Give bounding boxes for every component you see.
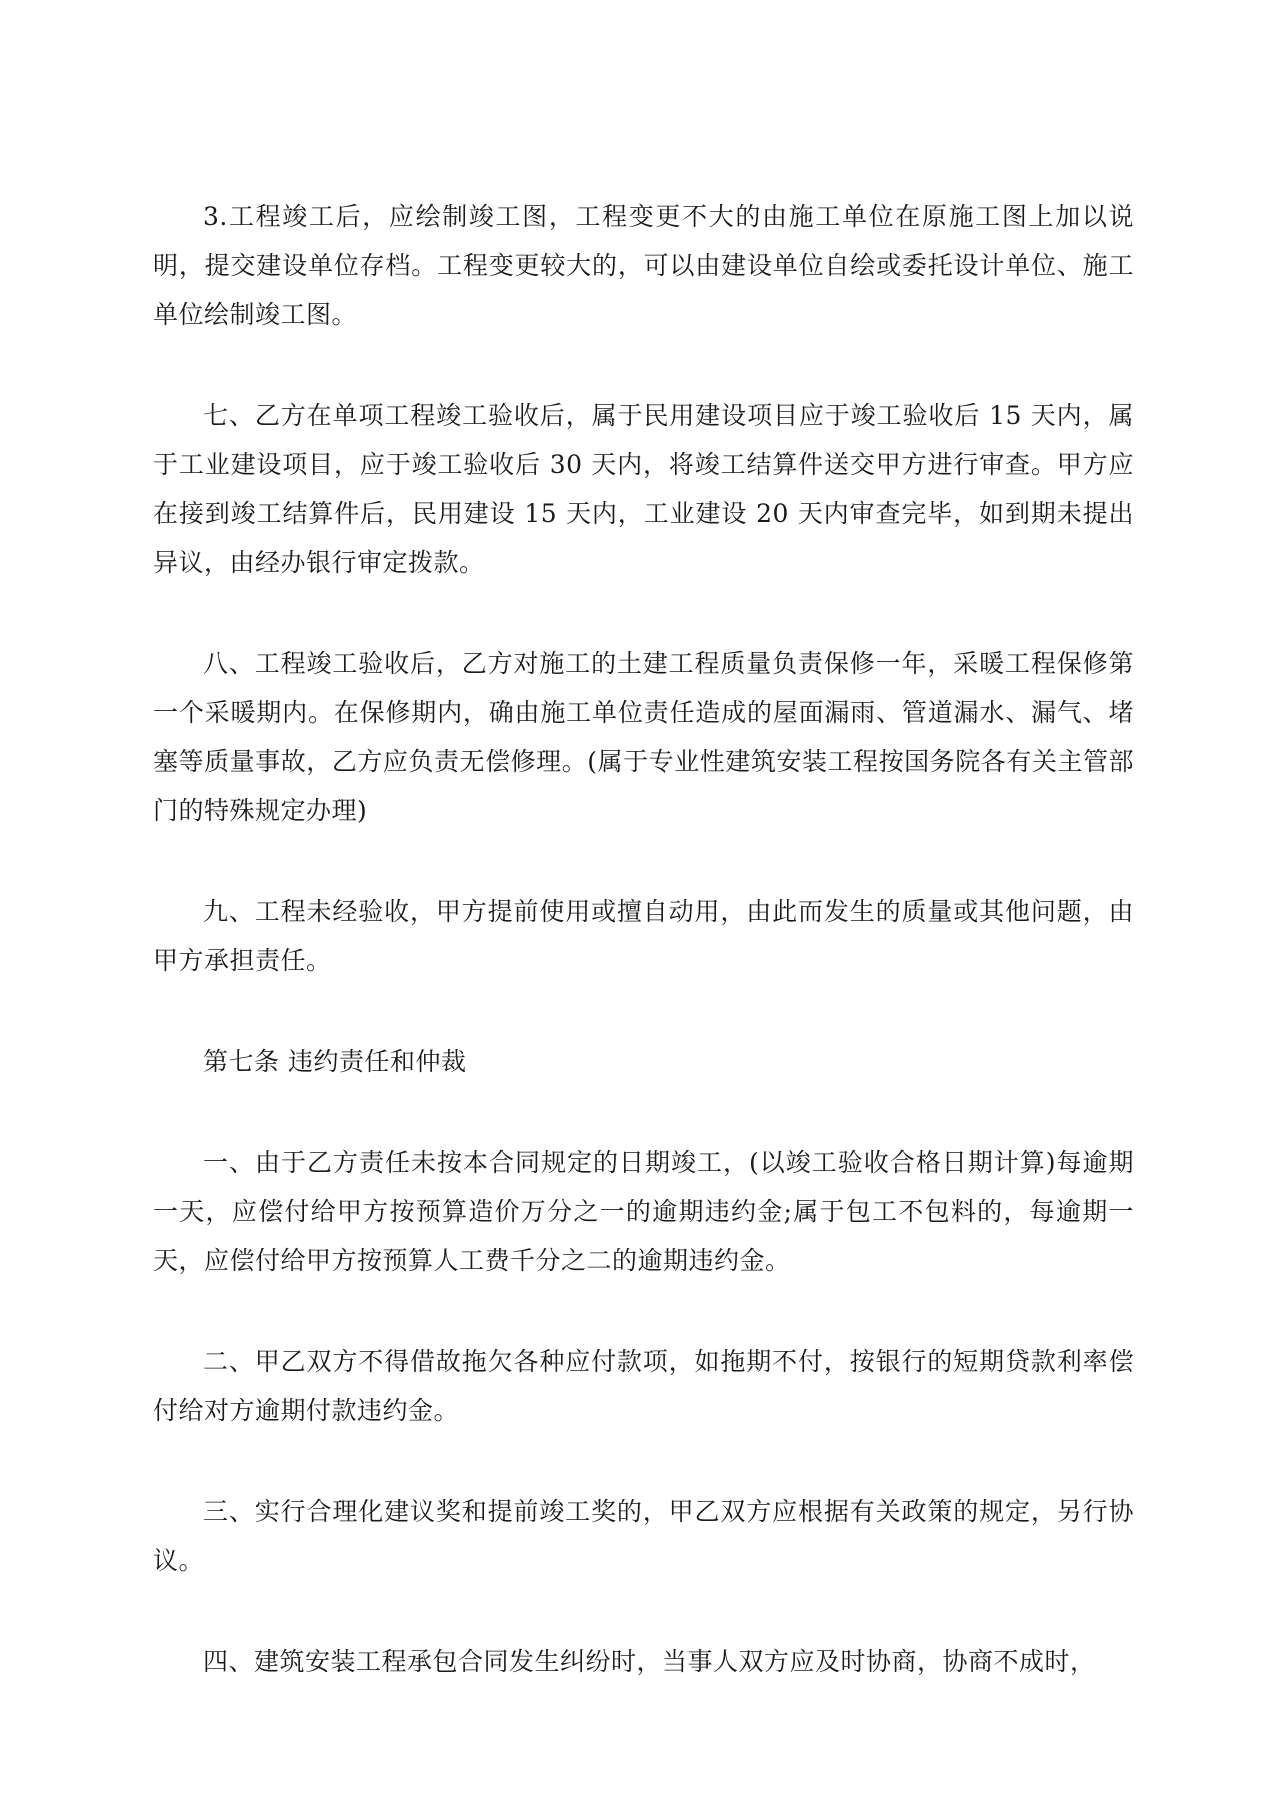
paragraph-clause-one: 一、由于乙方责任未按本合同规定的日期竣工，(以竣工验收合格日期计算)每逾期一天，应偿付给甲方按预算造价万分之一的逾期违约金;属于包工不包料的，每逾期一天，应偿付给甲方按预算人工费千分之二的逾期违约金。 <box>153 1148 1134 1275</box>
paragraph-clause-four: 四、建筑安装工程承包合同发生纠纷时，当事人双方应及时协商，协商不成时， <box>203 1647 1096 1676</box>
paragraph-item-eight: 八、工程竣工验收后，乙方对施工的土建工程质量负责保修一年，采暖工程保修第一个采暖期内。在保修期内，确由施工单位责任造成的屋面漏雨、管道漏水、漏气、堵塞等质量事故，乙方应负责无偿修理。(属于专业性建筑安装工程按国务院各有关主管部门的特殊规定办理) <box>153 649 1134 825</box>
paragraph-completion-drawings: 3.工程竣工后，应绘制竣工图，工程变更不大的由施工单位在原施工图上加以说明，提交建设单位存档。工程变更较大的，可以由建设单位自绘或委托设计单位、施工单位绘制竣工图。 <box>153 202 1134 329</box>
paragraph-clause-two: 二、甲乙双方不得借故拖欠各种应付款项，如拖期不付，按银行的短期贷款利率偿付给对方逾期付款违约金。 <box>153 1347 1134 1425</box>
paragraph-item-nine: 九、工程未经验收，甲方提前使用或擅自动用，由此而发生的质量或其他问题，由甲方承担责任。 <box>153 897 1134 975</box>
paragraph-item-seven: 七、乙方在单项工程竣工验收后，属于民用建设项目应于竣工验收后 15 天内，属于工业建设项目，应于竣工验收后 30 天内，将竣工结算件送交甲方进行审查。甲方应在接到竣工结算件后，民用建设 15 天内，工业建设 20 天内审查完毕，如到期未提出异议，由经办银行审定拨款。 <box>153 401 1134 577</box>
document-body <box>153 192 1134 1738</box>
section-heading-article-seven: 第七条 违约责任和仲裁 <box>203 1047 467 1076</box>
paragraph-clause-three: 三、实行合理化建议奖和提前竣工奖的，甲乙双方应根据有关政策的规定，另行协议。 <box>153 1497 1134 1575</box>
